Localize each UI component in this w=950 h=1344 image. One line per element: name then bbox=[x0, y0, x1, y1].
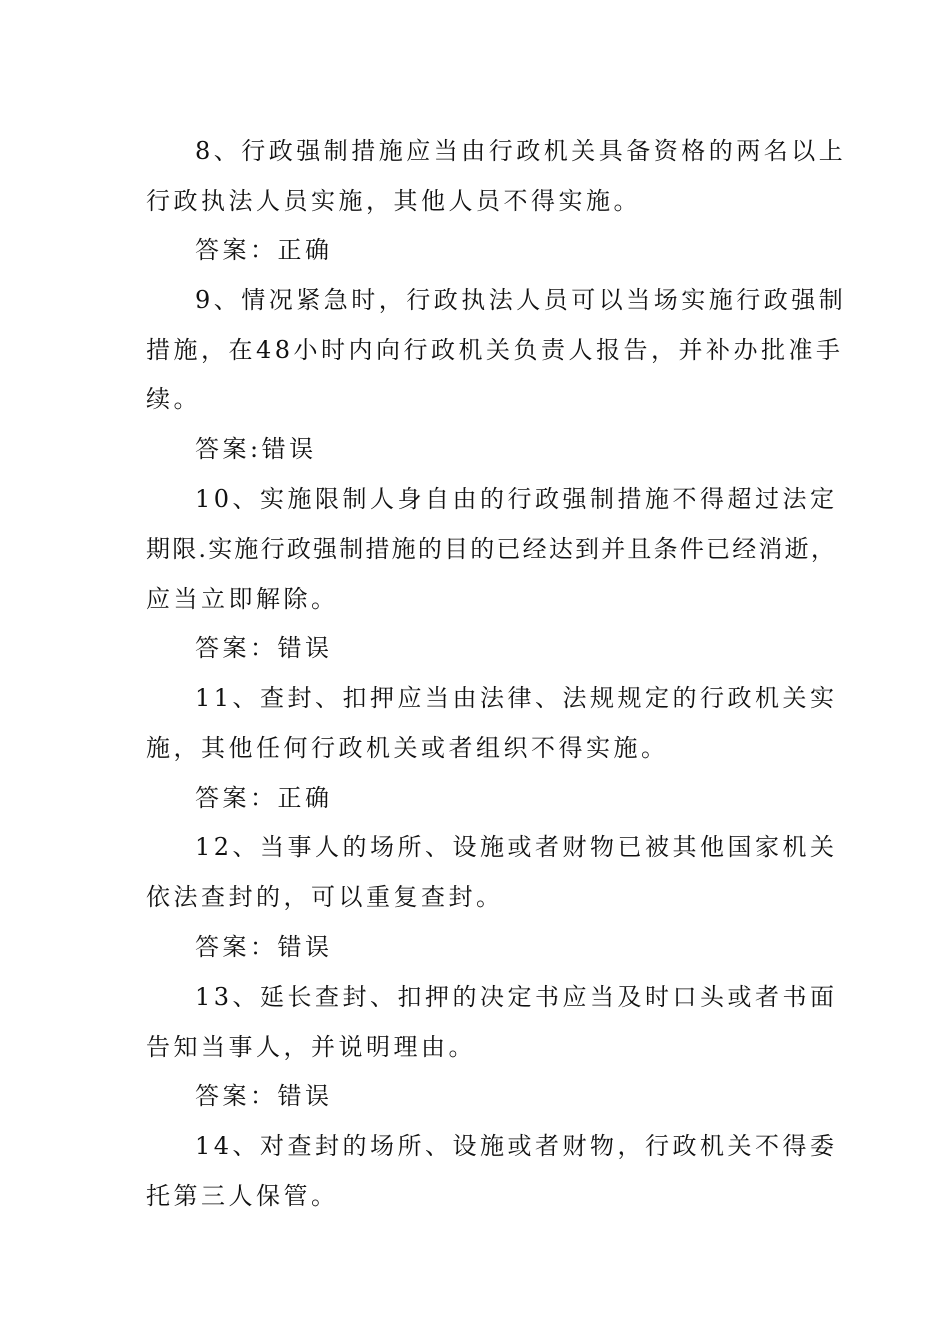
question-8-line-1: 8、行政强制措施应当由行政机关具备资格的两名以上 bbox=[195, 137, 847, 165]
question-9-answer: 答案:错误 bbox=[195, 435, 317, 463]
question-11-answer: 答案：正确 bbox=[195, 784, 333, 812]
question-14-line-1: 14、对查封的场所、设施或者财物，行政机关不得委 bbox=[195, 1132, 838, 1160]
question-12-answer: 答案：错误 bbox=[195, 933, 333, 961]
question-13-line-1: 13、延长查封、扣押的决定书应当及时口头或者书面 bbox=[195, 983, 838, 1011]
question-8-answer: 答案：正确 bbox=[195, 236, 333, 264]
question-12-line-2: 依法查封的，可以重复查封。 bbox=[146, 883, 504, 911]
question-11-line-2: 施，其他任何行政机关或者组织不得实施。 bbox=[146, 734, 669, 762]
question-14-line-2: 托第三人保管。 bbox=[146, 1182, 339, 1210]
question-10-line-1: 10、实施限制人身自由的行政强制措施不得超过法定 bbox=[195, 485, 838, 513]
question-13-line-2: 告知当事人，并说明理由。 bbox=[146, 1033, 476, 1061]
question-9-line-1: 9、情况紧急时，行政执法人员可以当场实施行政强制 bbox=[195, 286, 847, 314]
question-10-answer: 答案：错误 bbox=[195, 634, 333, 662]
question-11-line-1: 11、查封、扣押应当由法律、法规规定的行政机关实 bbox=[195, 684, 838, 712]
question-13-answer: 答案：错误 bbox=[195, 1082, 333, 1110]
question-8-line-2: 行政执法人员实施，其他人员不得实施。 bbox=[146, 187, 641, 215]
question-12-line-1: 12、当事人的场所、设施或者财物已被其他国家机关 bbox=[195, 833, 838, 861]
question-9-line-3: 续。 bbox=[146, 385, 201, 413]
question-10-line-2: 期限.实施行政强制措施的目的已经达到并且条件已经消逝， bbox=[146, 535, 838, 563]
question-9-line-2: 措施，在48小时内向行政机关负责人报告，并补办批准手 bbox=[146, 336, 844, 364]
question-10-line-3: 应当立即解除。 bbox=[146, 585, 339, 613]
